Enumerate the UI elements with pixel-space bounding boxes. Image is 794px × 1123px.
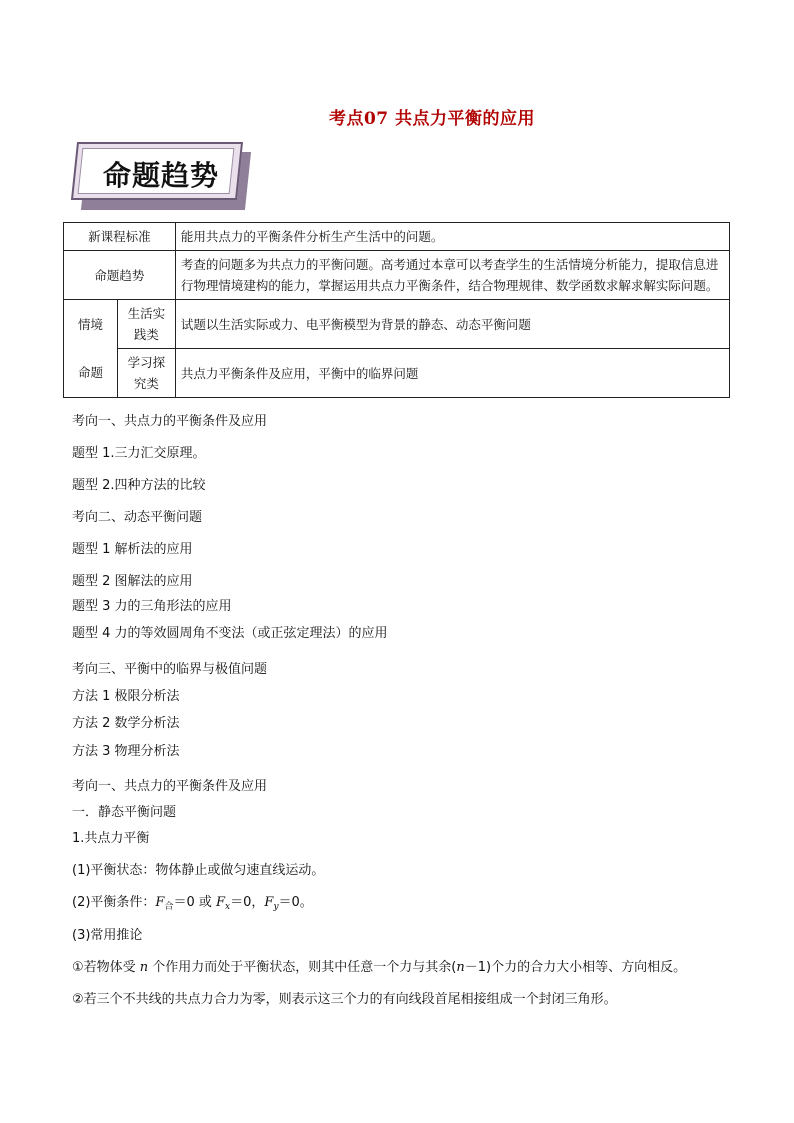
context-label-2: 命题: [64, 349, 118, 398]
table-row: [64, 223, 730, 251]
outline-line: 方法 1 极限分析法: [72, 689, 180, 704]
banner-text: 命题趋势: [102, 159, 219, 192]
outline-line: 1.共点力平衡: [72, 831, 150, 846]
outline-line: 考向一、共点力的平衡条件及应用: [72, 779, 268, 794]
outline-line: 考向一、共点力的平衡条件及应用: [72, 414, 268, 429]
context-content: 试题以生活实际或力、电平衡模型为背景的静态、动态平衡问题: [175, 300, 729, 349]
outline-line: 题型 1 解析法的应用: [72, 542, 193, 557]
outline-line: 方法 2 数学分析法: [72, 716, 180, 731]
table-row: [64, 349, 730, 398]
outline-line: 考向二、动态平衡问题: [72, 510, 203, 525]
page-title: 考点07 共点力平衡的应用: [328, 109, 536, 129]
outline-line: 题型 4 力的等效圆周角不变法（或正弦定理法）的应用: [72, 626, 388, 641]
inference-1: ①若物体受 n 个作用力而处于平衡状态，则其中任意一个力与其余(n－1)个力的合力大小相等、方向相反。: [72, 960, 687, 975]
outline-line: 方法 3 物理分析法: [72, 744, 180, 759]
context-content: 共点力平衡条件及应用，平衡中的临界问题: [175, 349, 729, 398]
trend-table: [63, 222, 730, 398]
outline-line: 题型 2 图解法的应用: [72, 574, 193, 589]
equilibrium-condition: (2)平衡条件：$F_合=0$ 或 $F_x=0$，$F_y=0$。: [72, 895, 313, 912]
row-label: 新课程标准: [64, 223, 176, 251]
inference-2: ②若三个不共线的共点力合力为零，则表示这三个力的有向线段首尾相接组成一个封闭三角形。: [72, 992, 617, 1007]
section-banner: [72, 142, 248, 210]
context-type: 学习探究类: [117, 349, 175, 398]
context-type: 生活实践类: [117, 300, 175, 349]
outline-line: 一．静态平衡问题: [72, 805, 177, 820]
outline-line: 题型 2.四种方法的比较: [72, 478, 206, 493]
table-row: [64, 300, 730, 349]
outline-line: (1)平衡状态：物体静止或做匀速直线运动。: [72, 863, 325, 878]
outline-line: 考向三、平衡中的临界与极值问题: [72, 662, 268, 677]
outline-line: 题型 3 力的三角形法的应用: [72, 599, 232, 614]
row-label: 命题趋势: [64, 251, 176, 300]
table-row: [64, 251, 730, 300]
inference-title: (3)常用推论: [72, 928, 143, 943]
row-content: 考查的问题多为共点力的平衡问题。高考通过本章可以考查学生的生活情境分析能力，提取信息进行物理情境建构的能力，掌握运用共点力平衡条件，结合物理规律、数学函数求解求解实际问题。: [175, 251, 729, 300]
context-label-1: 情境: [64, 300, 118, 349]
outline-line: 题型 1.三力汇交原理。: [72, 446, 206, 461]
row-content: 能用共点力的平衡条件分析生产生活中的问题。: [175, 223, 729, 251]
